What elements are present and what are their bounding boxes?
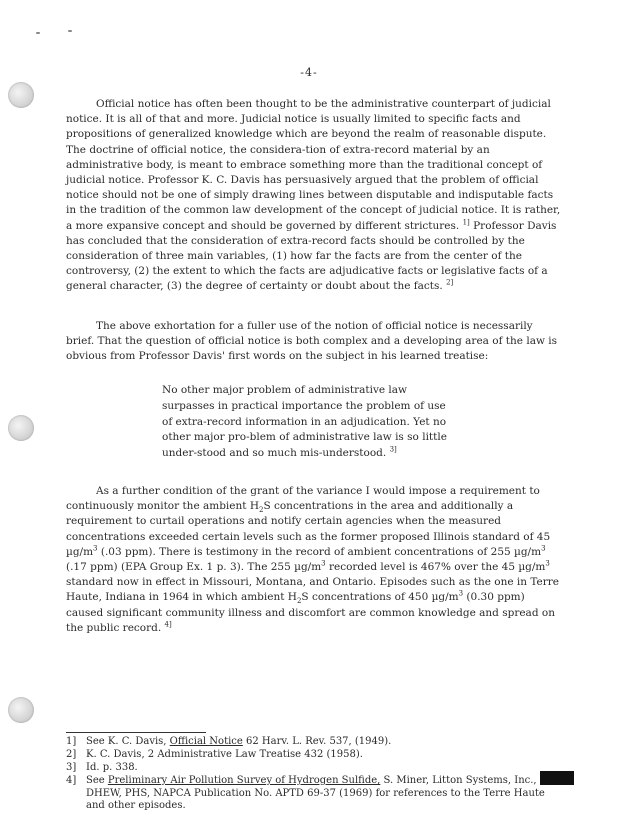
superscript: 3 xyxy=(541,544,546,553)
paragraph-text: S concentrations of 450 µg/m xyxy=(301,591,459,604)
paragraph-text: The above exhortation for a fuller use of the notion of official notice is necessarily brief. That the question of official notice is both complex and a developing area of the law is obvious from Professor Davis' first words on the subject in his learned treatise: xyxy=(66,320,558,363)
binder-hole-middle xyxy=(8,415,34,441)
paragraph-variance-condition xyxy=(66,484,562,636)
footnote-post: S. Miner, Litton Systems, Inc., DHEW, PHS, NAPCA Publication No. APTD 69-37 (1969) for references to the Terre Haute and other episodes. xyxy=(86,775,545,812)
footnote-text xyxy=(86,736,566,749)
footnote-divider xyxy=(66,732,206,733)
redaction-block xyxy=(540,771,574,785)
footnote-pre: See xyxy=(86,775,108,786)
paragraph-text: Professor Davis has concluded that the consideration of extra-record facts should be controlled by the consideration of three main variables, (1) how far the facts are from the center of the controversy, (2) the extent to which the facts are adjudicative facts or legislative facts of a general character, (3) the degree of certainty or doubt about the facts. xyxy=(66,219,557,293)
superscript: 3 xyxy=(458,589,464,598)
subscript: 2 xyxy=(258,506,264,515)
paragraph-exhortation xyxy=(66,319,562,365)
paragraph-text: S concentrations in the area and additionally a requirement to curtail operations and notify certain agencies when the measured concentrations exceeded certain levels such as the former proposed Illinois standard of 45 µg/m xyxy=(66,500,551,558)
footnote-2 xyxy=(66,749,566,762)
footnote-text: K. C. Davis, 2 Administrative Law Treatise 432 (1958). xyxy=(86,749,363,760)
superscript: 3 xyxy=(321,559,326,568)
paragraph-text: recorded level is 467% over the 45 µg/m xyxy=(325,561,546,574)
paragraph-text: (0.30 ppm) caused significant community illness and discomfort are common knowledge and spread on the public record. xyxy=(66,591,555,634)
footnote-ref: 3] xyxy=(389,445,397,454)
footnote-text xyxy=(86,775,566,813)
paragraph-text: standard now in effect in Missouri, Montana, and Ontario. Episodes such as the one in Terre Haute, Indiana in 1964 in which ambient H xyxy=(66,576,560,604)
footnote-pre: See K. C. Davis, xyxy=(86,736,170,747)
footnote-title: Preliminary Air Pollution Survey of Hydrogen Sulfide, xyxy=(107,775,381,786)
binder-hole-top xyxy=(8,82,34,108)
footnote-text: Id. p. 338. xyxy=(86,762,138,773)
subscript: 2 xyxy=(296,597,302,606)
footnote-number: 3] xyxy=(66,762,77,773)
paragraph-official-notice xyxy=(66,97,562,295)
scan-speck xyxy=(68,30,72,32)
paragraph-text: As a further condition of the grant of the variance I would impose a requirement to continuously monitor the ambient H xyxy=(66,485,540,513)
footnote-number: 1] xyxy=(66,736,77,747)
superscript: 3 xyxy=(93,544,98,553)
footnote-post: 62 Harv. L. Rev. 537, (1949). xyxy=(242,736,392,747)
footnote-3 xyxy=(66,762,566,775)
footnote-number: 4] xyxy=(66,775,77,786)
footnote-1 xyxy=(66,736,566,749)
footnote-ref: 4] xyxy=(164,620,172,629)
footnote-ref: 1] xyxy=(462,218,470,227)
footnote-ref: 2] xyxy=(446,278,454,287)
paragraph-text: (.17 ppm) (EPA Group Ex. 1 p. 3). The 255 µg/m xyxy=(66,561,322,574)
scan-speck xyxy=(36,32,40,34)
footnote-number: 2] xyxy=(66,749,77,760)
paragraph-text: (.03 ppm). There is testimony in the record of ambient concentrations of 255 µg/m xyxy=(97,545,542,558)
block-quote xyxy=(162,383,452,462)
page-number: -4- xyxy=(300,66,318,79)
binder-hole-bottom xyxy=(8,697,34,723)
footnote-title: Official Notice xyxy=(169,736,243,747)
paragraph-text: Official notice has often been thought to be the administrative counterpart of judicial notice. It is all of that and more. Judicial notice is usually limited to specific facts and propositions of generalized knowledge which are beyond the realm of reasonable dispute. The doctrine of official notice, the considera-tion of extra-record material by an administrative body, is meant to embrace something more than the traditional concept of judicial notice. Professor K. C. Davis has persuasively argued that the problem of official notice should not be one of simply drawing lines between disputable and indisputable facts in the tradition of the common law development of the concept of judicial notice. It is rather, a more expansive concept and should be governed by different strictures. xyxy=(66,98,561,232)
quote-text: No other major problem of administrative law surpasses in practical importance the problem of use of extra-record information in an adjudication. Yet no other major pro-blem of administrative law is so little under-stood and so much mis-understood. xyxy=(162,384,447,460)
footnote-4 xyxy=(66,775,566,812)
superscript: 3 xyxy=(545,559,550,568)
